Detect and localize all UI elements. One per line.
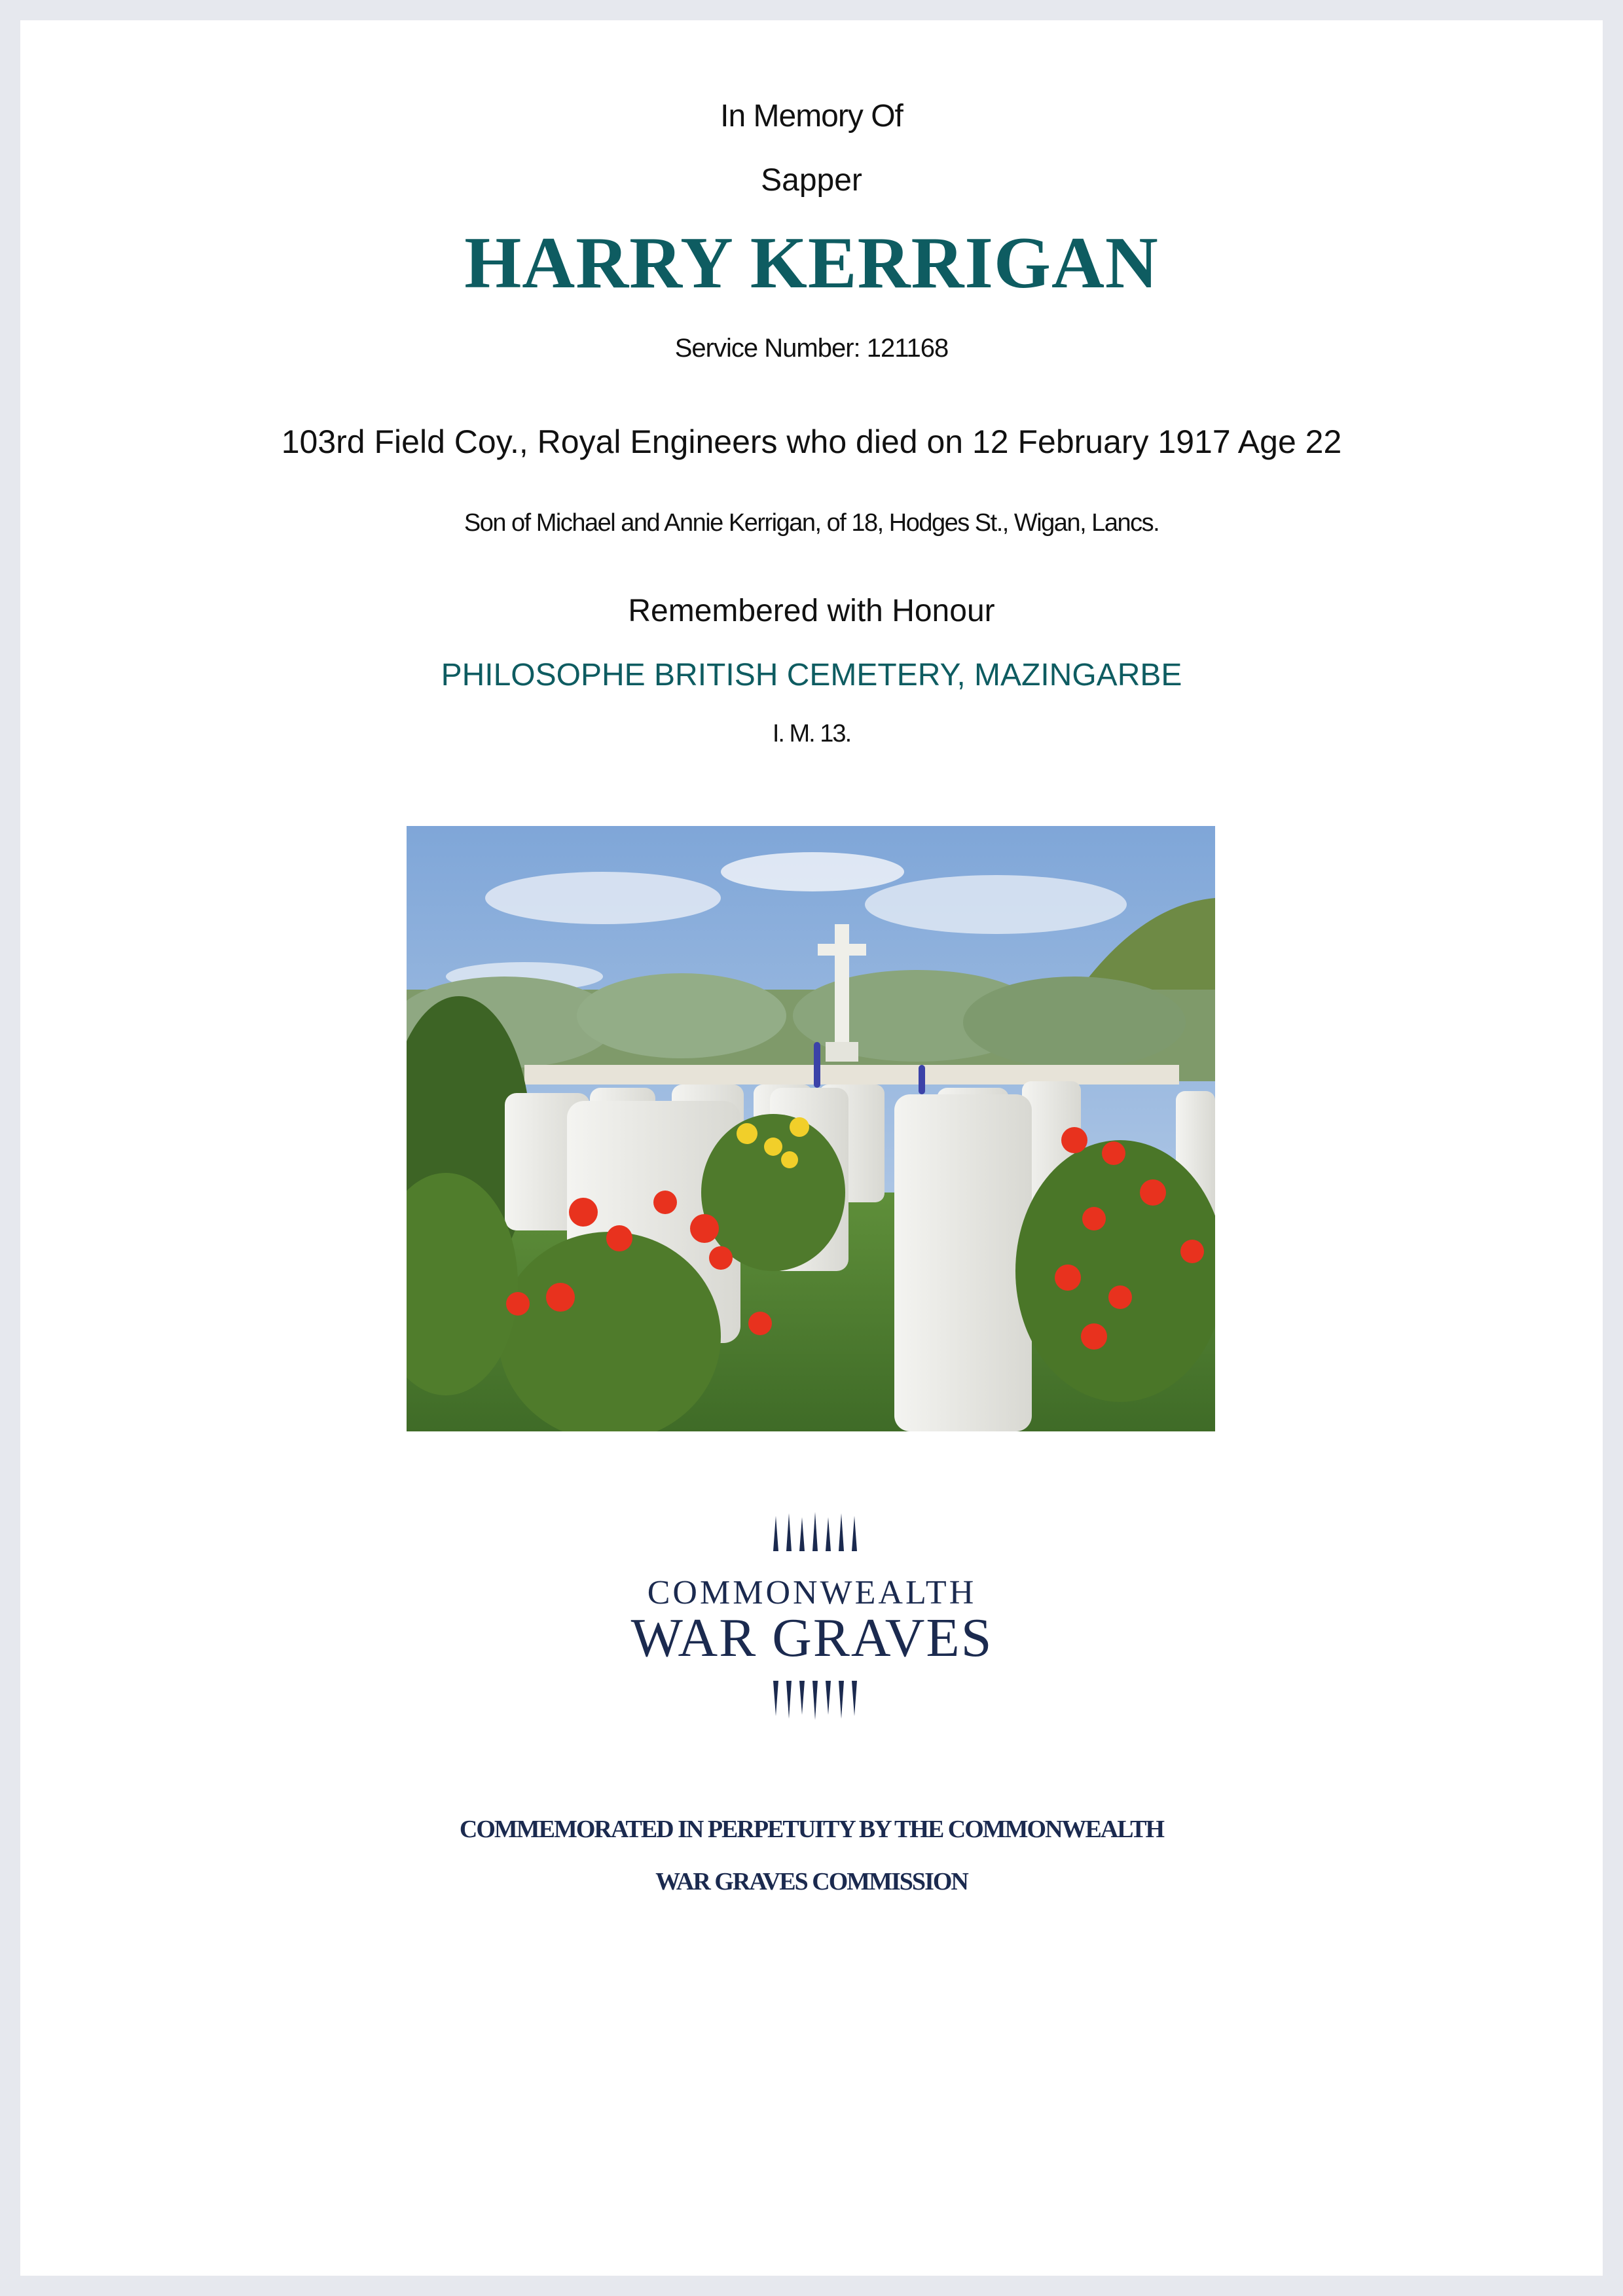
cemetery-photo bbox=[407, 826, 1215, 1431]
cwgc-logo bbox=[629, 1512, 995, 1728]
commemoration-line-1: COMMEMORATED IN PERPETUITY BY THE COMMONWEALTH bbox=[459, 1816, 1164, 1843]
logo-bars-bottom-icon bbox=[629, 1679, 995, 1720]
in-memory-heading: In Memory Of bbox=[720, 99, 903, 134]
service-number: Service Number: 121168 bbox=[674, 334, 949, 363]
logo-line-2: WAR GRAVES bbox=[630, 1607, 993, 1668]
casualty-name: HARRY KERRIGAN bbox=[464, 223, 1159, 304]
logo-bars-top-icon bbox=[629, 1512, 995, 1552]
remembered-with-honour: Remembered with Honour bbox=[628, 594, 995, 628]
family-details: Son of Michael and Annie Kerrigan, of 18, Hodges St., Wigan, Lancs. bbox=[464, 509, 1159, 537]
grave-reference: I. M. 13. bbox=[772, 720, 851, 747]
commemoration-line-2: WAR GRAVES COMMISSION bbox=[655, 1868, 968, 1895]
unit-and-death-line: 103rd Field Coy., Royal Engineers who died on 12 February 1917 Age 22 bbox=[281, 423, 1342, 460]
rank: Sapper bbox=[761, 163, 862, 198]
logo-line-1: COMMONWEALTH bbox=[647, 1574, 977, 1611]
cemetery-name: PHILOSOPHE BRITISH CEMETERY, MAZINGARBE bbox=[441, 658, 1182, 692]
